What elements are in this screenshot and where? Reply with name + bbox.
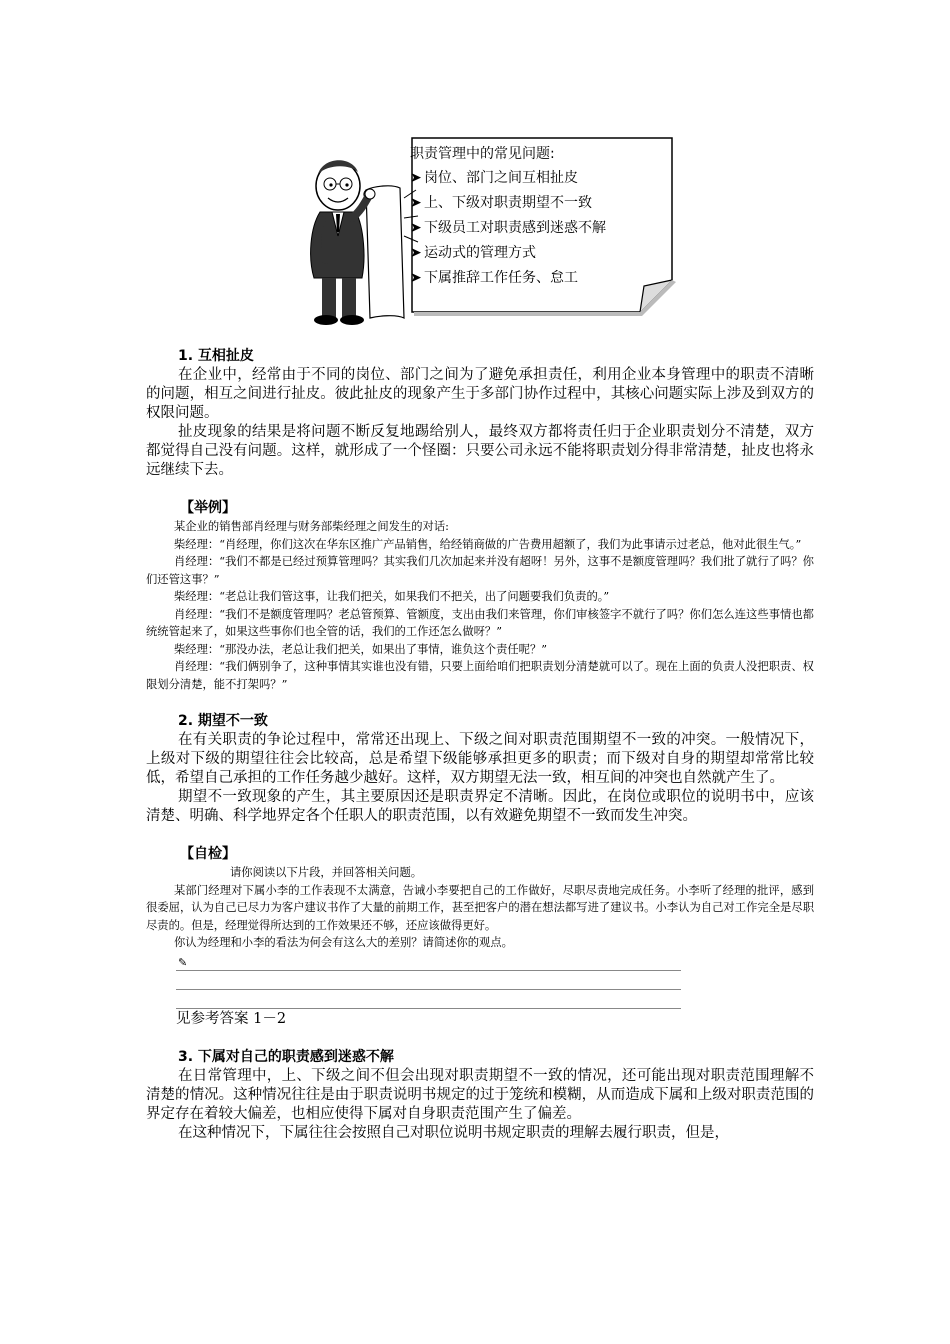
example-tag: 【举例】 (180, 500, 236, 516)
selfcheck-question: 你认为经理和小李的看法为何会有这么大的差别？请简述你的观点。 (174, 936, 513, 949)
board-text (410, 142, 670, 291)
dialogue-line: 柴经理：“那没办法，老总让我们把关，如果出了事情，谁负这个责任呢？” (174, 642, 548, 656)
answer-line[interactable] (176, 952, 681, 971)
dialogue-line: 肖经理：“我们不都是已经过预算管理吗？其实我们几次加起来并没有超呀！另外，这事不是额度管理吗？我们批了就行了吗？你们还管这事？” (146, 555, 814, 586)
pen-icon: ✎ (178, 955, 188, 969)
board-item: ➤ 岗位、部门之间互相扯皮 (410, 166, 670, 191)
selfcheck-instruction: 请你阅读以下片段，并回答相关问题。 (230, 866, 423, 879)
dialogue-line: 肖经理：“我们俩别争了，这种事情其实谁也没有错，只要上面给咱们把职责划分清楚就可以了。现在上面的负责人没把职责、权限划分清楚，能不打架吗？” (146, 660, 814, 691)
dialogue-line: 柴经理：“老总让我们管这事，让我们把关，如果我们不把关，出了问题要我们负责的。” (174, 590, 610, 603)
paragraph: 在这种情况下，下属往往会按照自己对职位说明书规定职责的理解去履行职责，但是， (178, 1124, 729, 1141)
paragraph: 期望不一致现象的产生，其主要原因还是职责界定不清晰。因此，在岗位或职位的说明书中，应该清楚、明确、科学地界定各个任职人的职责范围，以有效避免期望不一致而发生冲突。 (146, 789, 814, 824)
example-intro: 某企业的销售部肖经理与财务部柴经理之间发生的对话: (174, 520, 449, 533)
arrow-icon: ➤ (410, 195, 422, 211)
board-title: 职责管理中的常见问题: (410, 146, 555, 162)
board-item: ➤ 运动式的管理方式 (410, 241, 670, 266)
board-item: ➤ 上、下级对职责期望不一致 (410, 191, 670, 216)
arrow-icon: ➤ (410, 270, 422, 286)
section-heading: 2. 期望不一致 (178, 713, 268, 729)
reference-answer: 见参考答案 1－2 (176, 1010, 287, 1027)
dialogue-line: 肖经理：“我们不是额度管理吗？老总管预算、管额度，支出由我们来管理，你们审核签字不就行了吗？你们怎么连这些事情也都统统管起来了，如果这些事你们也全管的话，我们的工作还怎么做呀？” (146, 607, 814, 638)
selfcheck-tag: 【自检】 (180, 846, 236, 862)
answer-line[interactable] (176, 971, 681, 990)
section-heading: 3. 下属对自己的职责感到迷惑不解 (178, 1048, 394, 1065)
paragraph: 在企业中，经常由于不同的岗位、部门之间为了避免承担责任，利用企业本身管理中的职责不清晰的问题，相互之间进行扯皮。彼此扯皮的现象产生于多部门协作过程中，其核心问题实际上涉及到双方的权限问题。 (146, 367, 814, 421)
paragraph: 在有关职责的争论过程中，常常还出现上、下级之间对职责范围期望不一致的冲突。一般情况下，上级对下级的期望往往会比较高，总是希望下级能够承担更多的职责；而下级对自身的期望却常常比较低，希望自己承担的工作任务越少越好。这样，双方期望无法一致，相互间的冲突也自然就产生了。 (146, 732, 814, 786)
paragraph: 扯皮现象的结果是将问题不断反复地踢给别人，最终双方都将责任归于企业职责划分不清楚，双方都觉得自己没有问题。这样，就形成了一个怪圈：只要公司永远不能将职责划分得非常清楚，扯皮也将永远继续下去。 (146, 424, 814, 478)
arrow-icon: ➤ (410, 170, 422, 186)
section-heading: 1. 互相扯皮 (178, 348, 254, 364)
answer-line[interactable] (176, 990, 681, 1009)
dialogue-line: 柴经理：“肖经理，你们这次在华东区推广产品销售，给经销商做的广告费用超额了，我们为此事请示过老总，他对此很生气。” (174, 537, 802, 551)
arrow-icon: ➤ (410, 245, 422, 261)
arrow-icon: ➤ (410, 220, 422, 236)
paragraph: 在日常管理中，上、下级之间不但会出现对职责期望不一致的情况，还可能出现对职责范围理解不清楚的情况。这种情况往往是由于职责说明书规定的过于笼统和模糊，从而造成下属和上级对职责范围的界定存在着较大偏差，也相应使得下属对自身职责范围产生了偏差。 (146, 1067, 814, 1122)
board-item: ➤ 下级员工对职责感到迷惑不解 (410, 216, 670, 241)
main-content (146, 346, 814, 1143)
selfcheck-passage: 某部门经理对下属小李的工作表现不太满意，告诫小李要把自己的工作做好，尽职尽责地完成任务。小李听了经理的批评，感到很委屈，认为自己已尽力为客户建议书作了大量的前期工作，甚至把客户的潜在想法都写进了建议书。小李认为自己对工作完全是尽职尽责的。但是，经理觉得所达到的工作效果还不够，还应该做得更好。 (146, 883, 814, 932)
board-item: ➤ 下属推辞工作任务、怠工 (410, 266, 670, 291)
